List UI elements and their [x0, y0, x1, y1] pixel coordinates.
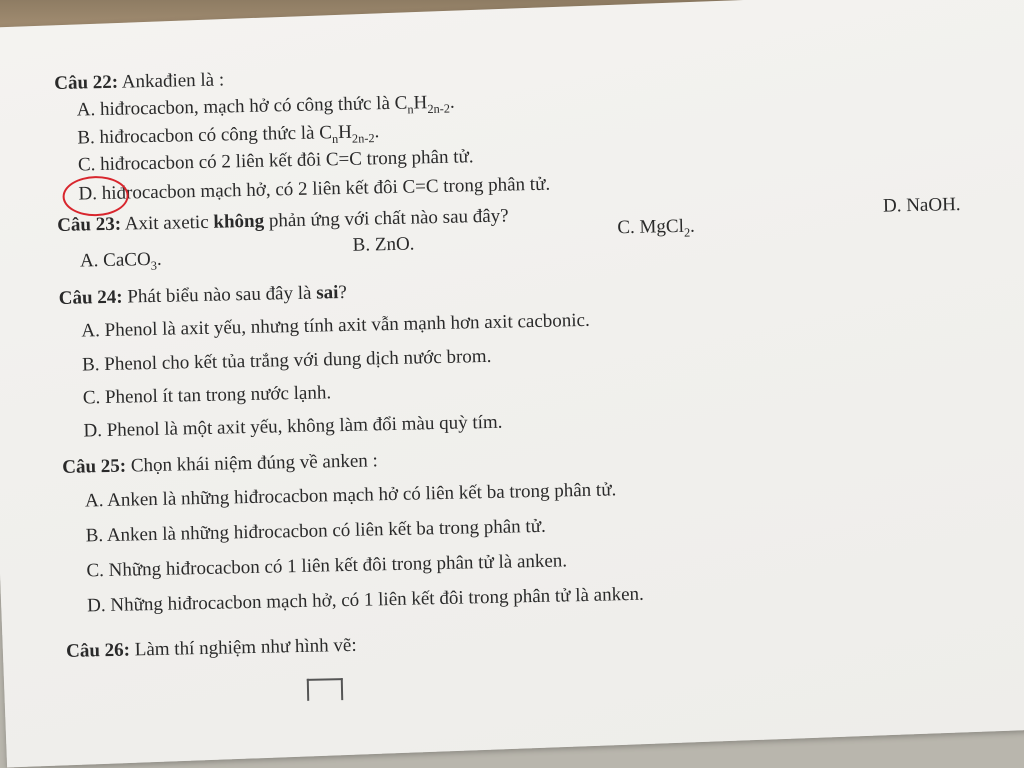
q22-label: Câu 22:: [54, 71, 119, 94]
q22-option-a-text: A. hiđrocacbon, mạch hở có công thức là C: [76, 92, 408, 121]
q23-question-post: phản ứng với chất nào sau đây?: [268, 205, 509, 232]
q23-option-c: [617, 215, 695, 242]
q24-option-c-text: C. Phenol ít tan trong nước lạnh.: [82, 382, 332, 409]
q22-option-a-sub1: n: [407, 102, 414, 117]
q23-option-b-text: B. ZnO.: [352, 233, 415, 256]
q23-option-c-end: .: [689, 215, 696, 237]
q22-option-a-h: H: [413, 92, 428, 114]
q22-option-d-text: iđrocacbon mạch hở, có 2 liên kết đôi C=C trong phân tử.: [111, 173, 551, 204]
q22-option-b-end: .: [374, 121, 380, 143]
q24-option-c: [83, 381, 332, 411]
q23-option-a-sub: 3: [150, 258, 158, 273]
q22-option-c-text: C. hiđrocacbon có 2 liên kết đôi C=C trong phân tử.: [77, 146, 474, 176]
q22-option-b-text: B. hiđrocacbon có công thức là C: [77, 122, 333, 149]
q22-question: Ankađien là :: [121, 69, 225, 93]
q22-option-d-label: D. h: [78, 182, 112, 205]
q23-label: Câu 23:: [56, 213, 122, 236]
experiment-figure-partial: [307, 678, 343, 701]
q23-option-c-text: C. MgCl: [617, 215, 685, 239]
q22-title: [54, 68, 224, 96]
q24-question-post: ?: [338, 281, 348, 304]
q22-option-a-sub2: 2n-2: [427, 101, 451, 116]
q24-question-bold: sai: [315, 282, 339, 304]
q25-question: Chọn khái niệm đúng về anken :: [130, 450, 379, 477]
q23-option-a-text: A. CaCO: [79, 249, 151, 272]
q22-option-b-sub1: n: [331, 131, 339, 146]
q26-label: Câu 26:: [65, 639, 131, 662]
q23-option-a-end: .: [156, 248, 162, 270]
q23-option-d: [883, 193, 961, 219]
q23-option-c-sub: 2: [683, 225, 691, 240]
q23-option-b: [352, 232, 414, 258]
q25-option-a-text: A. Anken là những hiđrocacbon mạch hở có liên kết ba trong phân tử.: [84, 479, 617, 512]
q24-label: Câu 24:: [58, 286, 123, 309]
q22-option-b-h: H: [337, 121, 353, 144]
q23-question-pre: Axit axetic: [124, 211, 209, 235]
q22-option-a-end: .: [449, 91, 455, 113]
q23-option-a: [80, 248, 162, 276]
q26-question: Làm thí nghiệm như hình vẽ:: [134, 634, 357, 661]
q23-question-bold: không: [213, 210, 265, 233]
q24-option-a-text: A. Phenol là axit yếu, nhưng tính axit vẫn mạnh hơn axit cacbonic.: [81, 309, 590, 342]
q22-option-b-sub2: 2n-2: [351, 131, 375, 146]
q25-option-b-text: B. Anken là những hiđrocacbon có liên kết ba trong phân tử.: [85, 515, 546, 547]
q24-option-b-text: B. Phenol cho kết tủa trắng với dung dịch nước brom.: [81, 345, 492, 376]
q25-option-d-text: D. Những hiđrocacbon mạch hở, có 1 liên kết đôi trong phân tử là anken.: [86, 583, 644, 617]
q25-label: Câu 25:: [62, 455, 127, 478]
q23-option-d-text: D. NaOH.: [882, 194, 961, 217]
q24-question-pre: Phát biểu nào sau đây là: [127, 282, 312, 308]
q25-option-c-text: C. Những hiđrocacbon có 1 liên kết đôi trong phân tử là anken.: [86, 550, 568, 582]
q24-option-d-text: D. Phenol là một axit yếu, không làm đổi màu quỳ tím.: [83, 411, 503, 442]
